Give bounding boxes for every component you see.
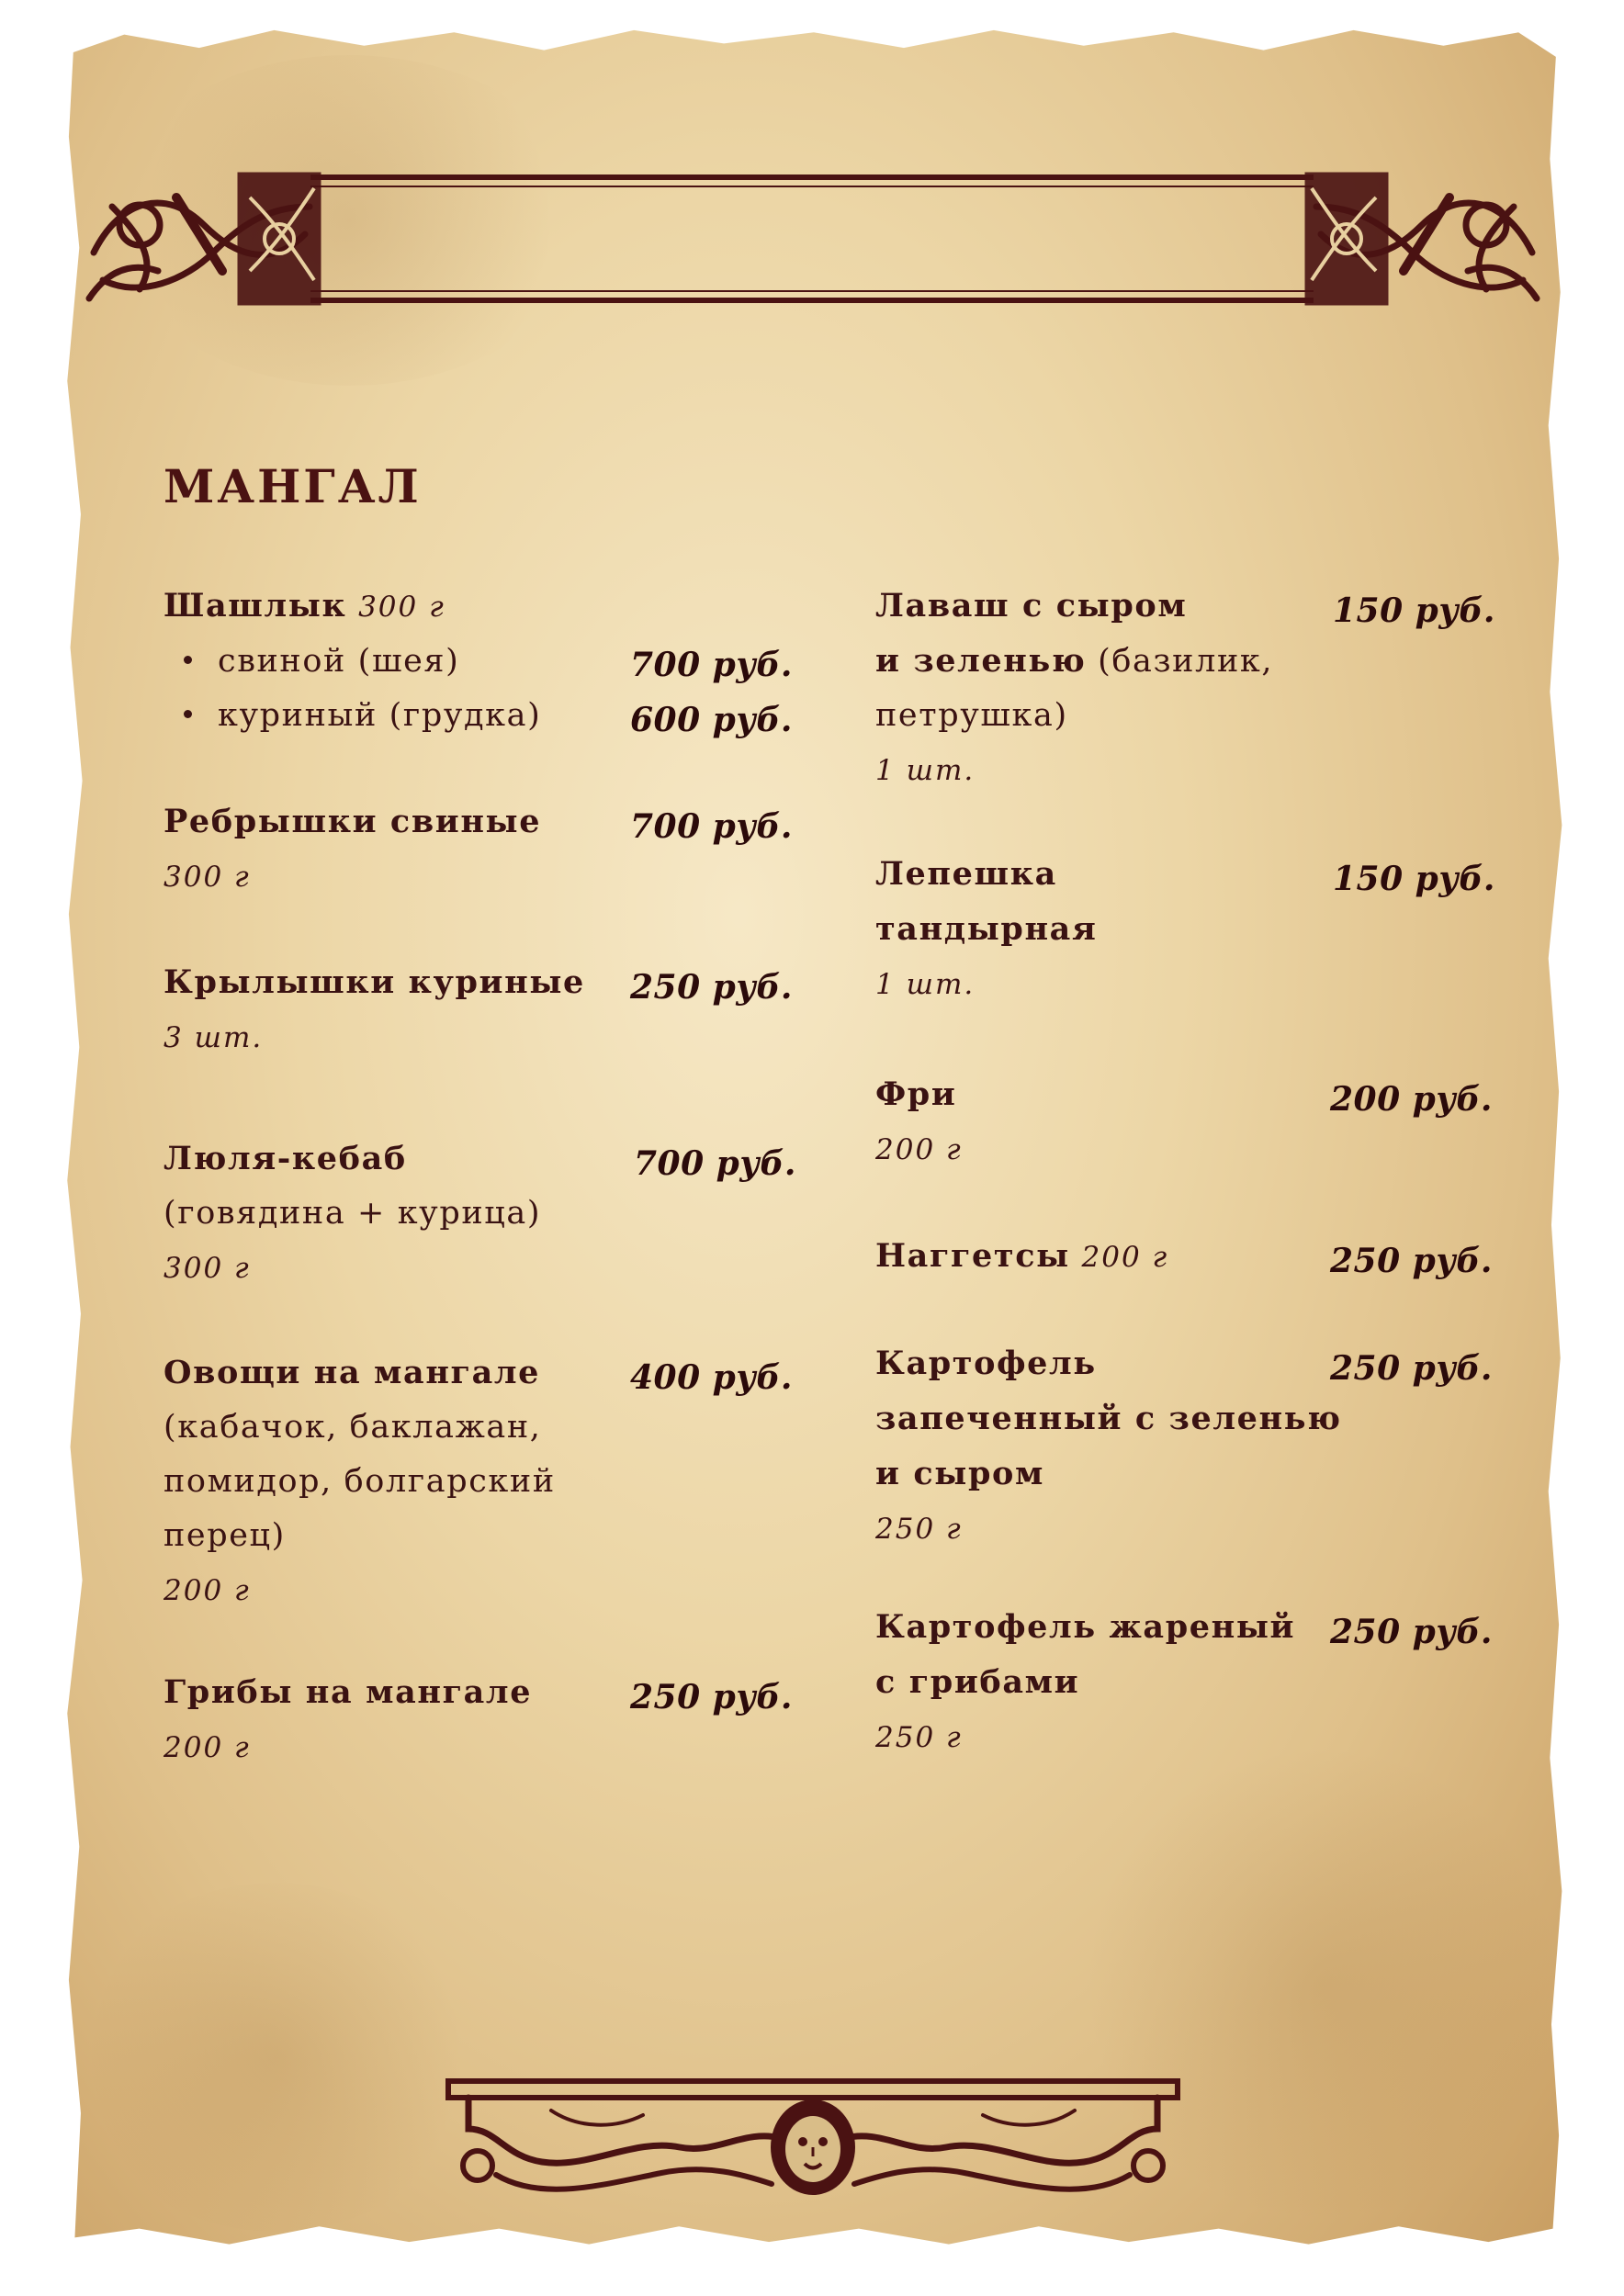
menu-item-ribs — [164, 794, 541, 905]
item-name: с грибами — [875, 1663, 1080, 1701]
item-price: 250 руб. — [630, 1678, 793, 1716]
item-price: 250 руб. — [1330, 1242, 1493, 1280]
item-price: 700 руб. — [630, 807, 793, 846]
bullet-icon — [184, 656, 192, 664]
bullet-icon — [184, 710, 192, 718]
right-column — [875, 579, 1495, 1773]
item-weight: 1 шт. — [875, 754, 976, 787]
item-weight: 1 шт. — [875, 968, 976, 1001]
celtic-knot-left-ornament — [85, 170, 323, 308]
menu-item-flatbread — [875, 847, 1097, 1012]
item-weight: 200 г — [875, 1133, 963, 1166]
item-weight: 200 г — [1081, 1241, 1169, 1274]
item-weight: 200 г — [164, 1574, 251, 1607]
section-title: МАНГАЛ — [164, 459, 422, 513]
option-label: свиной (шея) — [218, 643, 460, 680]
item-weight: 250 г — [875, 1721, 963, 1754]
item-name: Наггетсы — [875, 1237, 1070, 1275]
menu-item-nuggets — [875, 1229, 1168, 1285]
menu-item-fried-potato — [875, 1600, 1295, 1765]
option-price: 700 руб. — [630, 646, 793, 684]
item-price: 700 руб. — [634, 1144, 796, 1183]
item-name: Лепешка — [875, 855, 1057, 893]
item-name: тандырная — [875, 910, 1098, 948]
option-label: куриный (грудка) — [218, 697, 542, 734]
menu-item-baked-potato — [875, 1336, 1342, 1557]
item-price: 400 руб. — [630, 1358, 793, 1397]
item-weight: 3 шт. — [164, 1021, 264, 1054]
item-name: Овощи на мангале — [164, 1354, 541, 1391]
item-description: помидор, болгарский — [164, 1463, 556, 1500]
item-name: Люля-кебаб — [164, 1140, 407, 1177]
item-name: запеченный с зеленью — [875, 1400, 1342, 1437]
item-weight: 300 г — [358, 591, 445, 624]
item-weight: 300 г — [164, 861, 251, 894]
item-price: 250 руб. — [1330, 1349, 1493, 1388]
menu-item-vegetables — [164, 1345, 556, 1618]
item-description: (кабачок, баклажан, — [164, 1409, 542, 1446]
option-row — [164, 689, 541, 743]
item-name: Картофель — [875, 1345, 1097, 1382]
item-description: петрушка) — [875, 697, 1068, 734]
paper-stain — [73, 1883, 478, 2232]
item-price: 150 руб. — [1333, 860, 1495, 898]
item-name: Грибы на мангале — [164, 1673, 533, 1711]
header-frame — [310, 174, 1314, 303]
menu-item-kebab — [164, 1131, 541, 1296]
item-name: Картофель жареный — [875, 1608, 1296, 1646]
menu-item-lavash — [875, 579, 1273, 798]
menu-item-mushrooms — [164, 1665, 532, 1775]
item-name: и сыром — [875, 1455, 1044, 1492]
item-weight: 200 г — [164, 1731, 251, 1764]
item-weight: 250 г — [875, 1513, 963, 1546]
item-price: 250 руб. — [1330, 1613, 1493, 1651]
option-row — [164, 635, 541, 689]
item-name: Фри — [875, 1075, 957, 1113]
item-description: (базилик, — [1098, 643, 1274, 680]
item-description: перец) — [164, 1517, 286, 1554]
item-price: 200 руб. — [1330, 1080, 1493, 1119]
item-name: Ребрышки свиные — [164, 803, 542, 840]
menu-item-wings — [164, 955, 585, 1065]
item-name: и зеленью — [875, 642, 1087, 680]
item-name: Лаваш с сыром — [875, 587, 1188, 625]
baroque-mask-ornament — [441, 2074, 1185, 2207]
item-name: Шашлык — [164, 587, 347, 625]
menu-item-fries — [875, 1067, 963, 1177]
menu-item-shashlyk — [164, 579, 541, 743]
item-price: 250 руб. — [630, 968, 793, 1007]
item-description: (говядина + курица) — [164, 1195, 542, 1232]
left-column — [164, 579, 796, 1764]
celtic-knot-right-ornament — [1303, 170, 1541, 308]
option-price: 600 руб. — [630, 701, 793, 739]
item-name: Крылышки куриные — [164, 963, 585, 1001]
item-weight: 300 г — [164, 1252, 251, 1285]
item-price: 150 руб. — [1333, 591, 1495, 630]
